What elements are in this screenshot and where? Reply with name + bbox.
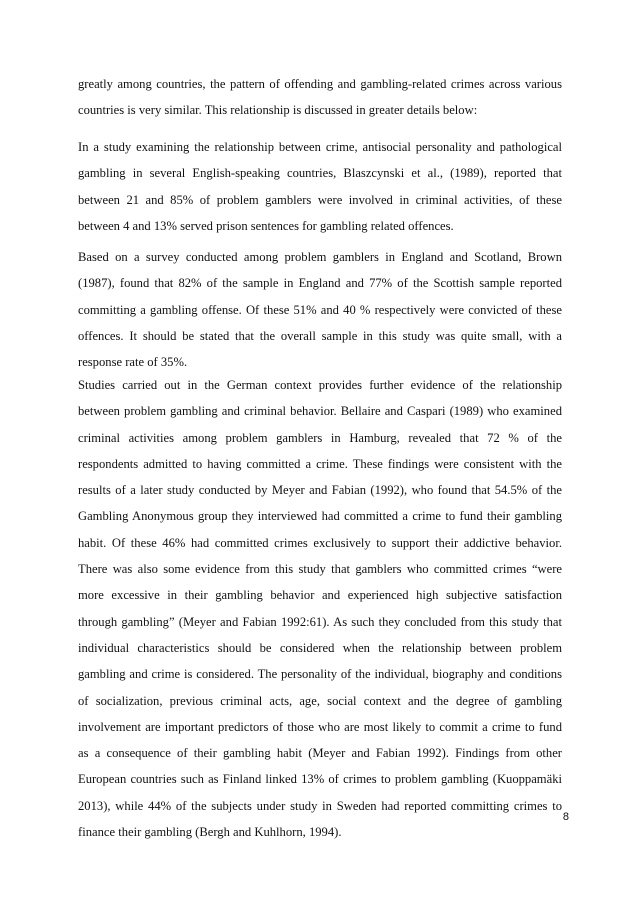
paragraph-line: offences. It should be stated that the overall sample in this study was quite small, with a (78, 328, 562, 343)
paragraph-line: involvement are important predictors of those who are most likely to commit a crime to fund (78, 719, 562, 734)
paragraph-1 (78, 71, 562, 124)
paragraph-line: response rate of 35%. (78, 355, 188, 370)
paragraph-2 (78, 134, 562, 239)
paragraph-line: Gambling Anonymous group they interviewed had committed a crime to fund their gambling (78, 509, 562, 524)
paragraph-line: European countries such as Finland linked 13% of crimes to problem gambling (Kuoppamäki (78, 772, 562, 787)
paragraph-line: committing a gambling offense. Of these 51% and 40 % respectively were convicted of these (78, 302, 562, 317)
paragraph-line: gambling and crime is considered. The personality of the individual, biography and conditions (78, 667, 562, 682)
paragraph-line: of socialization, previous criminal acts, age, social context and the degree of gambling (78, 693, 562, 708)
paragraph-line: finance their gambling (Bergh and Kuhlhorn, 1994). (78, 825, 342, 840)
paragraph-line: results of a later study conducted by Meyer and Fabian (1992), who found that 54.5% of the (78, 483, 562, 498)
paragraph-line: through gambling” (Meyer and Fabian 1992:61). As such they concluded from this study that (78, 614, 562, 629)
paragraph-line: 2013), while 44% of the subjects under study in Sweden had reported committing crimes to (78, 798, 562, 813)
paragraph-line: Studies carried out in the German context provides further evidence of the relationship (78, 378, 562, 392)
paragraph-line: between problem gambling and criminal behavior. Bellaire and Caspari (1989) who examined (78, 404, 562, 419)
paragraph-line: between 4 and 13% served prison sentences for gambling related offences. (78, 218, 454, 233)
paragraph-line: more excessive in their gambling behavior and experienced high subjective satisfaction (78, 588, 562, 603)
paragraph-line: between 21 and 85% of problem gamblers were involved in criminal activities, of these (78, 192, 562, 207)
paragraph-line: criminal activities among problem gamblers in Hamburg, revealed that 72 % of the (78, 430, 562, 445)
paragraph-4 (78, 372, 562, 845)
paragraph-line: respondents admitted to having committed a crime. These findings were consistent with the (78, 456, 562, 471)
paragraph-line: There was also some evidence from this study that gamblers who committed crimes “were (78, 562, 562, 577)
page-number: 8 (562, 811, 569, 823)
paragraph-line: individual characteristics should be considered when the relationship between problem (78, 640, 562, 655)
paragraph-line: In a study examining the relationship between crime, antisocial personality and pathological (78, 140, 562, 154)
paragraph-line: as a consequence of their gambling habit (Meyer and Fabian 1992). Findings from other (78, 746, 562, 761)
paragraph-line: greatly among countries, the pattern of offending and gambling-related crimes across various (78, 77, 562, 91)
paragraph-line: gambling in several English-speaking countries, Blaszcynski et al., (1989), reported that (78, 166, 562, 181)
paragraph-line: countries is very similar. This relationship is discussed in greater details below: (78, 103, 478, 118)
paragraph-line: Based on a survey conducted among problem gamblers in England and Scotland, Brown (78, 250, 562, 264)
paragraph-line: (1987), found that 82% of the sample in England and 77% of the Scottish sample reported (78, 276, 562, 291)
paragraph-3 (78, 244, 562, 375)
paragraph-line: habit. Of these 46% had committed crimes exclusively to support their addictive behavior. (78, 535, 562, 550)
